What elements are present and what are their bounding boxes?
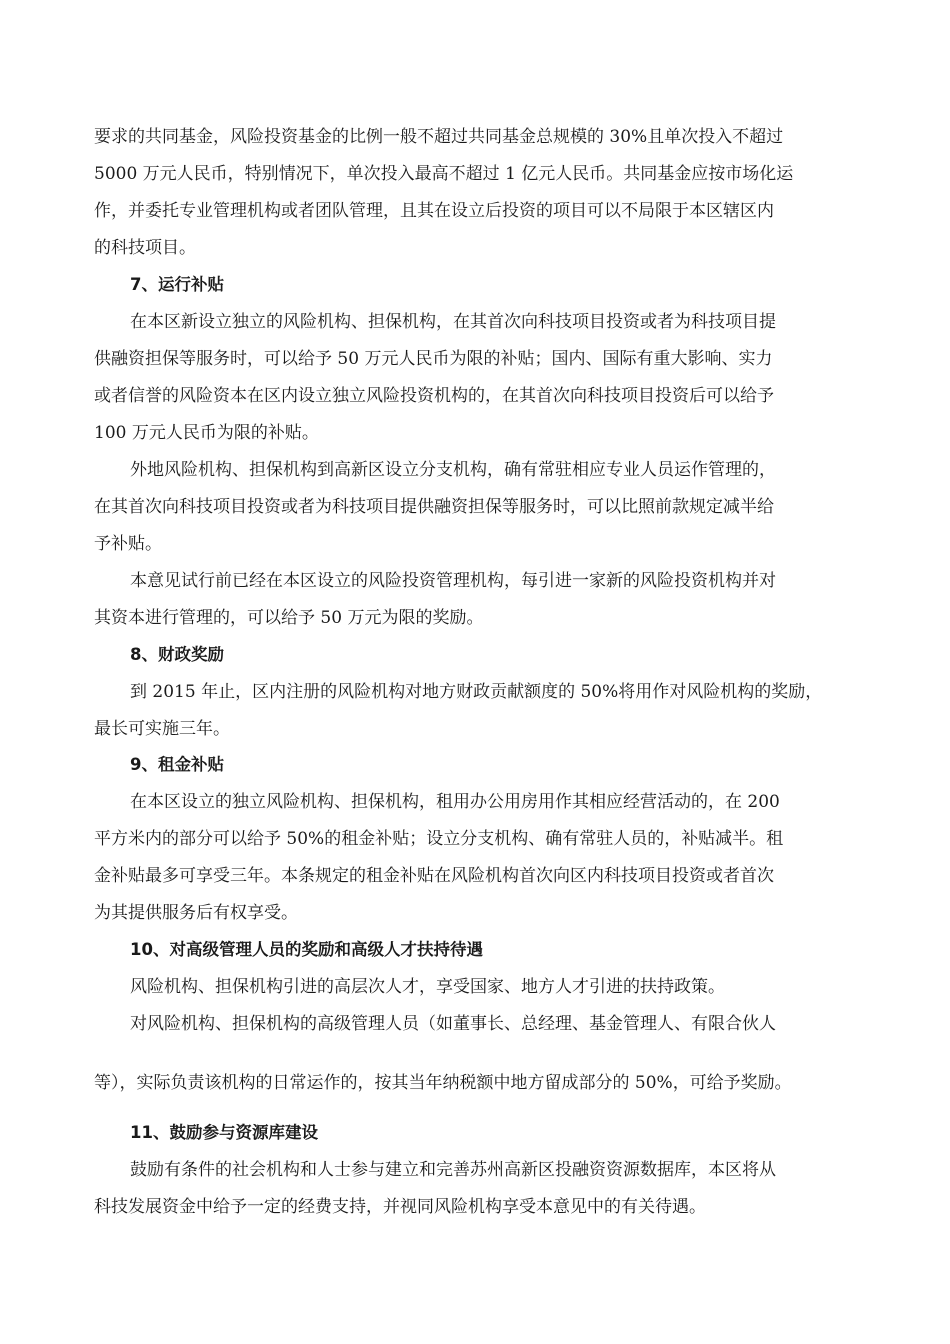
paragraph-line: 供融资担保等服务时，可以给予 50 万元人民币为限的补贴；国内、国际有重大影响、实力: [94, 349, 773, 369]
paragraph-line: 在本区设立的独立风险机构、担保机构，租用办公用房用作其相应经营活动的，在 200: [130, 792, 780, 812]
paragraph-line: 科技发展资金中给予一定的经费支持，并视同风险机构享受本意见中的有关待遇。: [94, 1197, 706, 1217]
section-heading-8: 8、财政奖励: [130, 645, 224, 664]
paragraph-line: 平方米内的部分可以给予 50%的租金补贴；设立分支机构、确有常驻人员的，补贴减半。租: [94, 829, 784, 849]
paragraph-line: 对风险机构、担保机构的高级管理人员（如董事长、总经理、基金管理人、有限合伙人: [130, 1014, 776, 1034]
paragraph-line: 等），实际负责该机构的日常运作的，按其当年纳税额中地方留成部分的 50%，可给予奖励。: [94, 1073, 792, 1093]
paragraph-line: 风险机构、担保机构引进的高层次人才，享受国家、地方人才引进的扶持政策。: [130, 977, 725, 997]
section-heading-10: 10、对高级管理人员的奖励和高级人才扶持待遇: [130, 940, 483, 959]
paragraph-line: 本意见试行前已经在本区设立的风险投资管理机构，每引进一家新的风险投资机构并对: [130, 571, 776, 591]
section-heading-9: 9、租金补贴: [130, 755, 224, 774]
paragraph-line: 5000 万元人民币，特别情况下，单次投入最高不超过 1 亿元人民币。共同基金应按市场化运: [94, 164, 794, 184]
section-heading-7: 7、运行补贴: [130, 275, 224, 294]
section-heading-11: 11、鼓励参与资源库建设: [130, 1123, 318, 1142]
paragraph-line: 要求的共同基金，风险投资基金的比例一般不超过共同基金总规模的 30%且单次投入不超过: [94, 127, 784, 147]
paragraph-line: 鼓励有条件的社会机构和人士参与建立和完善苏州高新区投融资资源数据库，本区将从: [130, 1160, 776, 1180]
paragraph-line: 外地风险机构、担保机构到高新区设立分支机构，确有常驻相应专业人员运作管理的，: [130, 460, 776, 480]
paragraph-line: 作，并委托专业管理机构或者团队管理，且其在设立后投资的项目可以不局限于本区辖区内: [94, 201, 774, 221]
paragraph-line: 予补贴。: [94, 534, 162, 554]
paragraph-line: 到 2015 年止，区内注册的风险机构对地方财政贡献额度的 50%将用作对风险机构的奖励，: [130, 682, 823, 702]
paragraph-line: 在本区新设立独立的风险机构、担保机构，在其首次向科技项目投资或者为科技项目提: [130, 312, 776, 332]
paragraph-line: 为其提供服务后有权享受。: [94, 903, 298, 923]
paragraph-line: 其资本进行管理的，可以给予 50 万元为限的奖励。: [94, 608, 484, 628]
paragraph-line: 100 万元人民币为限的补贴。: [94, 423, 319, 443]
paragraph-line: 在其首次向科技项目投资或者为科技项目提供融资担保等服务时，可以比照前款规定减半给: [94, 497, 774, 517]
paragraph-line: 最长可实施三年。: [94, 719, 230, 739]
paragraph-line: 的科技项目。: [94, 238, 196, 258]
paragraph-line: 或者信誉的风险资本在区内设立独立风险投资机构的，在其首次向科技项目投资后可以给予: [94, 386, 774, 406]
paragraph-line: 金补贴最多可享受三年。本条规定的租金补贴在风险机构首次向区内科技项目投资或者首次: [94, 866, 774, 886]
